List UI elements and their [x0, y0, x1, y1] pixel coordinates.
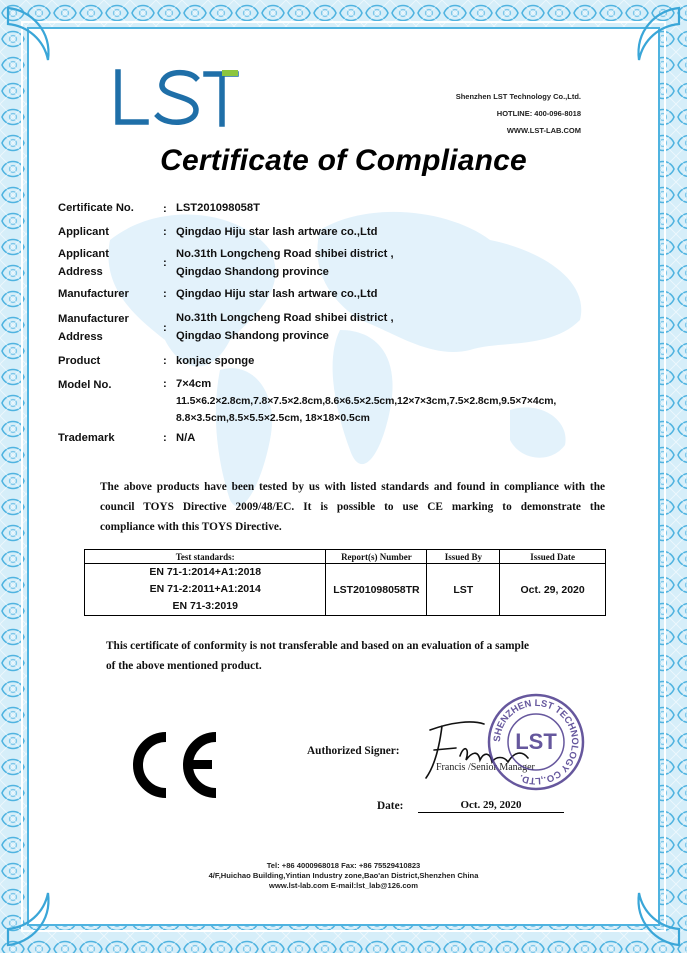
colon: : — [163, 226, 167, 238]
svg-text:LST: LST — [515, 729, 557, 754]
model-no-label: Model No. — [58, 379, 112, 391]
company-name: Shenzhen LST Technology Co.,Ltd. — [455, 92, 581, 101]
company-stamp — [486, 692, 586, 792]
signer-name-title: Francis /Senior Manager — [436, 762, 535, 773]
transfer-note — [106, 636, 586, 676]
certificate-no-label: Certificate No. — [58, 202, 134, 214]
certificate-no-value: LST201098058T — [176, 202, 260, 214]
standard-item: EN 71-2:2011+A1:2014 — [149, 583, 261, 595]
colon: : — [163, 432, 167, 444]
applicant-value: Qingdao Hiju star lash artware co.,Ltd — [176, 226, 378, 238]
statement-line1: The above products have been tested by us with listed standards and found in compliance with the — [100, 481, 605, 493]
issued-date-cell: Oct. 29, 2020 — [500, 564, 606, 616]
applicant-address-label-1: Applicant — [58, 248, 109, 260]
applicant-address-line2: Qingdao Shandong province — [176, 266, 329, 278]
certificate-title: Certificate of Compliance — [160, 144, 527, 177]
website: WWW.LST-LAB.COM — [506, 126, 581, 135]
header-issued-date: Issued Date — [500, 550, 606, 564]
header-report-number: Report(s) Number — [326, 550, 427, 564]
standard-item: EN 71-3:2019 — [172, 600, 238, 612]
standards-table — [84, 549, 606, 616]
manufacturer-address-line2: Qingdao Shandong province — [176, 330, 329, 342]
statement-line3: compliance with this TOYS Directive. — [100, 521, 282, 533]
issued-by-cell: LST — [427, 564, 500, 616]
header-issued-by: Issued By — [427, 550, 500, 564]
header-test-standards: Test standards: — [85, 550, 326, 564]
manufacturer-address-label-1: Manufacturer — [58, 313, 129, 325]
colon: : — [163, 322, 167, 334]
manufacturer-address-line1: No.31th Longcheng Road shibei district , — [176, 312, 394, 324]
footer-web-email: www.lst-lab.com E-mail:lst_lab@126.com — [269, 881, 418, 890]
ce-mark — [122, 727, 222, 802]
hotline: HOTLINE: 400-096-8018 — [496, 109, 581, 118]
statement-line2: council TOYS Directive 2009/48/EC. It is possible to use CE marking to demonstrate the — [100, 501, 605, 513]
date-label: Date: — [377, 800, 404, 812]
trademark-label: Trademark — [58, 432, 115, 444]
product-value: konjac sponge — [176, 355, 255, 367]
footer-address: 4/F,Huichao Building,Yintian Industry zone,Bao'an District,Shenzhen China — [208, 871, 479, 880]
model-no-line3: 8.8×3.5cm,8.5×5.5×2.5cm, 18×18×0.5cm — [176, 413, 370, 424]
colon: : — [163, 203, 167, 215]
report-number-cell: LST201098058TR — [326, 564, 427, 616]
manufacturer-address-label-2: Address — [58, 331, 103, 343]
colon: : — [163, 288, 167, 300]
trademark-value: N/A — [176, 432, 196, 444]
model-no-line2: 11.5×6.2×2.8cm,7.8×7.5×2.8cm,8.6×6.5×2.5cm,12×7×3cm,7.5×2.8cm,9.5×7×4cm, — [176, 396, 557, 407]
manufacturer-label: Manufacturer — [58, 288, 129, 300]
colon: : — [163, 378, 167, 390]
manufacturer-value: Qingdao Hiju star lash artware co.,Ltd — [176, 288, 378, 300]
model-no-line1: 7×4cm — [176, 378, 212, 390]
date-value: Oct. 29, 2020 — [418, 799, 564, 813]
standards-cell — [85, 564, 326, 616]
table-row — [85, 564, 606, 616]
footer-contact — [0, 861, 687, 891]
note-line2: of the above mentioned product. — [106, 660, 262, 672]
table-header-row — [85, 550, 606, 564]
applicant-address-label-2: Address — [58, 266, 103, 278]
applicant-address-line1: No.31th Longcheng Road shibei district , — [176, 248, 394, 260]
standard-item: EN 71-1:2014+A1:2018 — [149, 566, 262, 578]
authorized-signer-label: Authorized Signer: — [307, 745, 400, 757]
svg-text:SHENZHEN LST TECHNOLOGY CO.,LT: SHENZHEN LST TECHNOLOGY CO.,LTD. — [491, 697, 581, 787]
colon: : — [163, 355, 167, 367]
footer-phone-fax: Tel: +86 4000968018 Fax: +86 75529410823 — [266, 861, 421, 870]
lst-logo — [108, 66, 243, 128]
company-contact — [456, 88, 581, 139]
compliance-statement — [100, 477, 605, 537]
product-label: Product — [58, 355, 101, 367]
applicant-label: Applicant — [58, 226, 109, 238]
colon: : — [163, 257, 167, 269]
note-line1: This certificate of conformity is not transferable and based on an evaluation of a sample — [106, 640, 529, 652]
